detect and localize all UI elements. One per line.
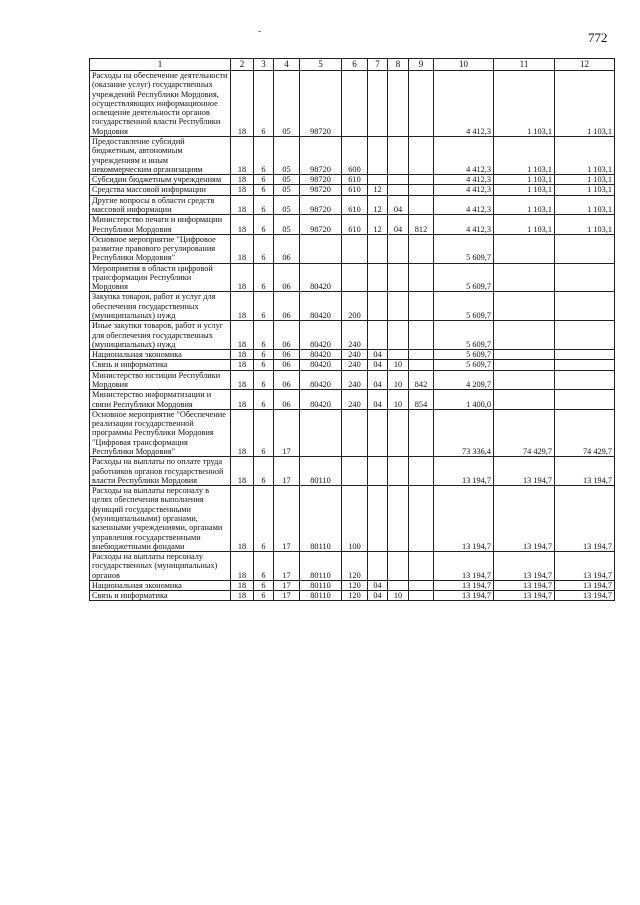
code-department [409, 136, 434, 174]
amount-year-2: 1 103,1 [494, 175, 555, 185]
column-header: 1 [90, 59, 231, 71]
item-name: Министерство юстиции Республики Мордовия [90, 370, 231, 390]
code-chapter [368, 321, 388, 350]
code-article: 80420 [300, 321, 342, 350]
table-row [90, 263, 615, 292]
code-ministry: 18 [231, 175, 254, 185]
column-header: 10 [434, 59, 494, 71]
code-department [409, 234, 434, 263]
code-subchapter [388, 350, 409, 360]
amount-year-3 [555, 263, 615, 292]
amount-year-2: 13 194,7 [494, 552, 555, 581]
code-department [409, 360, 434, 370]
header-row [90, 59, 615, 71]
table-row [90, 195, 615, 215]
amount-year-1: 13 194,7 [434, 457, 494, 486]
table-row [90, 486, 615, 552]
item-name: Связь и информатика [90, 591, 231, 601]
column-header: 3 [254, 59, 274, 71]
code-expense-type: 610 [342, 175, 368, 185]
code-subchapter [388, 185, 409, 195]
budget-table [89, 58, 615, 601]
amount-year-2 [494, 292, 555, 321]
code-section: 6 [254, 390, 274, 410]
code-subsection: 06 [274, 390, 300, 410]
code-subsection: 06 [274, 292, 300, 321]
code-chapter: 12 [368, 195, 388, 215]
code-section: 6 [254, 360, 274, 370]
amount-year-1: 4 412,3 [434, 195, 494, 215]
code-article: 98720 [300, 71, 342, 137]
amount-year-2: 1 103,1 [494, 195, 555, 215]
code-subsection: 06 [274, 370, 300, 390]
code-article: 80110 [300, 580, 342, 590]
code-subsection: 17 [274, 486, 300, 552]
code-article: 98720 [300, 175, 342, 185]
code-section: 6 [254, 580, 274, 590]
amount-year-3: 1 103,1 [555, 185, 615, 195]
code-section: 6 [254, 350, 274, 360]
code-subsection: 05 [274, 175, 300, 185]
code-department [409, 292, 434, 321]
code-subsection: 06 [274, 360, 300, 370]
code-subsection: 17 [274, 552, 300, 581]
code-section: 6 [254, 457, 274, 486]
code-section: 6 [254, 370, 274, 390]
code-subchapter: 10 [388, 390, 409, 410]
code-ministry: 18 [231, 580, 254, 590]
code-department [409, 71, 434, 137]
code-subchapter [388, 71, 409, 137]
code-subchapter: 10 [388, 591, 409, 601]
amount-year-1: 4 412,3 [434, 71, 494, 137]
item-name: Национальная экономика [90, 350, 231, 360]
code-subchapter [388, 136, 409, 174]
code-article: 80420 [300, 360, 342, 370]
code-article: 98720 [300, 195, 342, 215]
item-name: Закупка товаров, работ и услуг для обеспечения государственных (муниципальных) нужд [90, 292, 231, 321]
code-department [409, 552, 434, 581]
code-chapter [368, 71, 388, 137]
item-name: Иные закупки товаров, работ и услуг для обеспечения государственных (муниципальных) нужд [90, 321, 231, 350]
code-section: 6 [254, 486, 274, 552]
code-department: 842 [409, 370, 434, 390]
code-ministry: 18 [231, 486, 254, 552]
item-name: Мероприятия в области цифровой трансформации Республики Мордовия [90, 263, 231, 292]
code-section: 6 [254, 136, 274, 174]
code-expense-type: 240 [342, 370, 368, 390]
amount-year-2: 74 429,7 [494, 409, 555, 456]
code-ministry: 18 [231, 409, 254, 456]
code-expense-type: 610 [342, 215, 368, 235]
amount-year-2: 1 103,1 [494, 215, 555, 235]
code-subchapter [388, 175, 409, 185]
code-chapter: 04 [368, 370, 388, 390]
code-ministry: 18 [231, 552, 254, 581]
code-chapter [368, 263, 388, 292]
code-article: 98720 [300, 185, 342, 195]
code-chapter: 04 [368, 350, 388, 360]
code-ministry: 18 [231, 234, 254, 263]
code-subchapter [388, 234, 409, 263]
column-header: 11 [494, 59, 555, 71]
amount-year-3: 13 194,7 [555, 457, 615, 486]
table-row [90, 215, 615, 235]
code-subchapter [388, 292, 409, 321]
code-section: 6 [254, 292, 274, 321]
code-chapter [368, 175, 388, 185]
amount-year-3: 13 194,7 [555, 552, 615, 581]
code-subsection: 05 [274, 195, 300, 215]
code-subsection: 05 [274, 136, 300, 174]
code-subsection: 06 [274, 234, 300, 263]
code-ministry: 18 [231, 185, 254, 195]
item-name: Основное мероприятие "Цифровое развитие правового регулирования Республики Мордовия" [90, 234, 231, 263]
code-expense-type: 610 [342, 185, 368, 195]
code-subchapter: 10 [388, 360, 409, 370]
code-article: 80110 [300, 552, 342, 581]
amount-year-3: 1 103,1 [555, 215, 615, 235]
table-row [90, 409, 615, 456]
code-subchapter: 10 [388, 370, 409, 390]
column-header: 5 [300, 59, 342, 71]
code-subchapter [388, 263, 409, 292]
code-subchapter [388, 457, 409, 486]
code-chapter [368, 552, 388, 581]
amount-year-2 [494, 390, 555, 410]
code-expense-type: 120 [342, 580, 368, 590]
code-chapter: 04 [368, 360, 388, 370]
item-name: Расходы на обеспечение деятельности (оказание услуг) государственных учреждений Республики Мордовия, осуществляющих информационное освещение деятельности органов государственной власти Республики Мордовия [90, 71, 231, 137]
amount-year-3: 1 103,1 [555, 195, 615, 215]
amount-year-3: 1 103,1 [555, 71, 615, 137]
amount-year-1: 5 609,7 [434, 321, 494, 350]
amount-year-2: 13 194,7 [494, 580, 555, 590]
code-expense-type [342, 71, 368, 137]
item-name: Расходы на выплаты по оплате труда работников органов государственной власти Республики Мордовия [90, 457, 231, 486]
code-department [409, 321, 434, 350]
code-section: 6 [254, 175, 274, 185]
amount-year-3: 1 103,1 [555, 175, 615, 185]
amount-year-2: 1 103,1 [494, 185, 555, 195]
table-row [90, 457, 615, 486]
code-article: 98720 [300, 215, 342, 235]
column-header: 4 [274, 59, 300, 71]
table-row [90, 360, 615, 370]
code-ministry: 18 [231, 360, 254, 370]
amount-year-2: 13 194,7 [494, 486, 555, 552]
code-chapter: 04 [368, 390, 388, 410]
column-header: 9 [409, 59, 434, 71]
code-subsection: 17 [274, 457, 300, 486]
table-body [90, 71, 615, 601]
amount-year-1: 4 412,3 [434, 185, 494, 195]
column-header: 7 [368, 59, 388, 71]
amount-year-2 [494, 321, 555, 350]
code-chapter: 04 [368, 580, 388, 590]
item-name: Расходы на выплаты персоналу в целях обеспечения выполнения функций государственными (муниципальными) органами, казенными учреждениями, органами управления государственными внебюджетными фондами [90, 486, 231, 552]
amount-year-3: 13 194,7 [555, 580, 615, 590]
code-article: 80420 [300, 390, 342, 410]
code-expense-type: 600 [342, 136, 368, 174]
code-article: 80420 [300, 350, 342, 360]
amount-year-1: 4 209,7 [434, 370, 494, 390]
code-ministry: 18 [231, 263, 254, 292]
amount-year-2 [494, 234, 555, 263]
code-department [409, 263, 434, 292]
item-name: Предоставление субсидий бюджетным, автономным учреждениям и иным некоммерческим организациям [90, 136, 231, 174]
code-ministry: 18 [231, 457, 254, 486]
amount-year-1: 4 412,3 [434, 215, 494, 235]
table-row [90, 185, 615, 195]
amount-year-1: 5 609,7 [434, 360, 494, 370]
code-section: 6 [254, 185, 274, 195]
code-chapter [368, 409, 388, 456]
code-ministry: 18 [231, 195, 254, 215]
code-expense-type: 240 [342, 350, 368, 360]
amount-year-2: 13 194,7 [494, 591, 555, 601]
amount-year-1: 4 412,3 [434, 136, 494, 174]
code-article: 80420 [300, 370, 342, 390]
item-name: Средства массовой информации [90, 185, 231, 195]
code-section: 6 [254, 215, 274, 235]
code-department [409, 457, 434, 486]
amount-year-2 [494, 360, 555, 370]
code-subsection: 17 [274, 591, 300, 601]
code-ministry: 18 [231, 390, 254, 410]
code-expense-type: 240 [342, 360, 368, 370]
code-ministry: 18 [231, 215, 254, 235]
item-name: Министерство информатизации и связи Республики Мордовия [90, 390, 231, 410]
code-department [409, 486, 434, 552]
code-ministry: 18 [231, 321, 254, 350]
table-row [90, 390, 615, 410]
code-article: 80110 [300, 457, 342, 486]
column-header: 8 [388, 59, 409, 71]
code-expense-type [342, 263, 368, 292]
amount-year-3: 13 194,7 [555, 591, 615, 601]
code-subchapter [388, 486, 409, 552]
code-chapter: 12 [368, 185, 388, 195]
code-subchapter [388, 321, 409, 350]
code-article: 98720 [300, 136, 342, 174]
amount-year-1: 13 194,7 [434, 486, 494, 552]
column-header: 6 [342, 59, 368, 71]
table-row [90, 370, 615, 390]
item-name: Национальная экономика [90, 580, 231, 590]
code-department [409, 591, 434, 601]
amount-year-1: 13 194,7 [434, 552, 494, 581]
code-subsection: 05 [274, 71, 300, 137]
code-section: 6 [254, 591, 274, 601]
code-chapter [368, 486, 388, 552]
amount-year-2 [494, 263, 555, 292]
code-ministry: 18 [231, 370, 254, 390]
code-chapter: 04 [368, 591, 388, 601]
code-section: 6 [254, 552, 274, 581]
code-expense-type [342, 409, 368, 456]
column-header: 12 [555, 59, 615, 71]
code-expense-type: 120 [342, 552, 368, 581]
code-section: 6 [254, 321, 274, 350]
amount-year-1: 5 609,7 [434, 350, 494, 360]
item-name: Расходы на выплаты персоналу государственных (муниципальных) органов [90, 552, 231, 581]
amount-year-3 [555, 370, 615, 390]
table-row [90, 234, 615, 263]
amount-year-3 [555, 234, 615, 263]
amount-year-3 [555, 350, 615, 360]
amount-year-2: 1 103,1 [494, 136, 555, 174]
code-department [409, 409, 434, 456]
table-row [90, 321, 615, 350]
code-expense-type: 610 [342, 195, 368, 215]
code-subsection: 06 [274, 321, 300, 350]
code-subsection: 06 [274, 350, 300, 360]
amount-year-1: 13 194,7 [434, 591, 494, 601]
code-department [409, 350, 434, 360]
code-chapter [368, 292, 388, 321]
amount-year-1: 5 609,7 [434, 234, 494, 263]
amount-year-1: 5 609,7 [434, 292, 494, 321]
code-subsection: 17 [274, 409, 300, 456]
item-name: Связь и информатика [90, 360, 231, 370]
item-name: Субсидии бюджетным учреждениям [90, 175, 231, 185]
code-chapter [368, 136, 388, 174]
page-number: 772 [588, 30, 608, 45]
amount-year-3 [555, 292, 615, 321]
amount-year-2 [494, 370, 555, 390]
code-subchapter [388, 409, 409, 456]
code-subsection: 06 [274, 263, 300, 292]
item-name: Другие вопросы в области средств массовой информации [90, 195, 231, 215]
table-row [90, 71, 615, 137]
code-ministry: 18 [231, 350, 254, 360]
code-section: 6 [254, 71, 274, 137]
amount-year-2: 13 194,7 [494, 457, 555, 486]
code-subsection: 05 [274, 185, 300, 195]
code-section: 6 [254, 234, 274, 263]
code-ministry: 18 [231, 591, 254, 601]
table-row [90, 292, 615, 321]
amount-year-1: 4 412,3 [434, 175, 494, 185]
table-row [90, 350, 615, 360]
code-chapter: 12 [368, 215, 388, 235]
code-expense-type: 100 [342, 486, 368, 552]
amount-year-2: 1 103,1 [494, 71, 555, 137]
table-row [90, 580, 615, 590]
code-department [409, 195, 434, 215]
code-expense-type [342, 234, 368, 263]
amount-year-3 [555, 360, 615, 370]
code-section: 6 [254, 195, 274, 215]
code-chapter [368, 457, 388, 486]
amount-year-1: 13 194,7 [434, 580, 494, 590]
code-article [300, 409, 342, 456]
code-expense-type: 240 [342, 390, 368, 410]
table-row [90, 175, 615, 185]
amount-year-2 [494, 350, 555, 360]
code-expense-type: 200 [342, 292, 368, 321]
code-article: 80420 [300, 292, 342, 321]
code-section: 6 [254, 263, 274, 292]
code-article [300, 234, 342, 263]
amount-year-1: 1 400,0 [434, 390, 494, 410]
amount-year-1: 5 609,7 [434, 263, 494, 292]
top-mark: - [258, 26, 262, 37]
code-expense-type: 240 [342, 321, 368, 350]
code-expense-type: 120 [342, 591, 368, 601]
code-article: 80420 [300, 263, 342, 292]
code-chapter [368, 234, 388, 263]
code-department: 812 [409, 215, 434, 235]
amount-year-3 [555, 390, 615, 410]
table-row [90, 552, 615, 581]
code-section: 6 [254, 409, 274, 456]
amount-year-3: 1 103,1 [555, 136, 615, 174]
code-ministry: 18 [231, 71, 254, 137]
code-subsection: 17 [274, 580, 300, 590]
item-name: Основное мероприятие "Обеспечение реализации государственной программы Республики Мордовия "Цифровая трансформация Республики Мордовия" [90, 409, 231, 456]
code-ministry: 18 [231, 292, 254, 321]
amount-year-1: 73 336,4 [434, 409, 494, 456]
code-department [409, 185, 434, 195]
code-subchapter: 04 [388, 195, 409, 215]
column-header: 2 [231, 59, 254, 71]
amount-year-3: 74 429,7 [555, 409, 615, 456]
code-department: 854 [409, 390, 434, 410]
code-expense-type [342, 457, 368, 486]
code-subchapter [388, 580, 409, 590]
code-department [409, 175, 434, 185]
table-row [90, 136, 615, 174]
item-name: Министерство печати и информации Республики Мордовия [90, 215, 231, 235]
amount-year-3: 13 194,7 [555, 486, 615, 552]
code-subchapter [388, 552, 409, 581]
code-subchapter: 04 [388, 215, 409, 235]
code-article: 80110 [300, 591, 342, 601]
code-article: 80110 [300, 486, 342, 552]
code-subsection: 05 [274, 215, 300, 235]
code-department [409, 580, 434, 590]
code-ministry: 18 [231, 136, 254, 174]
table-row [90, 591, 615, 601]
amount-year-3 [555, 321, 615, 350]
